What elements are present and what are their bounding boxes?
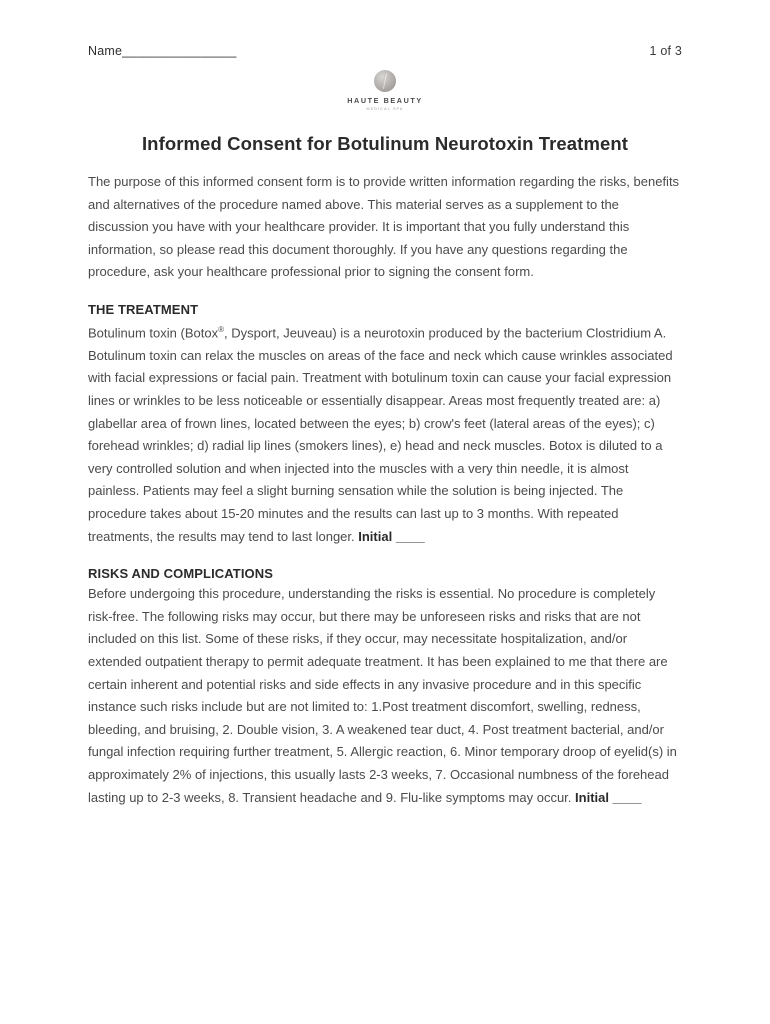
section-heading-treatment: THE TREATMENT <box>88 301 199 317</box>
section-body-treatment <box>88 319 682 548</box>
treatment-body-rest: , Dysport, Jeuveau) is a neurotoxin produced by the bacterium Clostridium A. Botulinum toxin can relax the muscles on areas of the face and neck which cause wrinkles associated with facial expressions or facial pain. Treatment with botulinum toxin can cause your facial expression lines or wrinkles to be less noticeable or essentially disappear. Areas most frequently treated are: a) glabellar area of frown lines, located between the eyes; b) crow's feet (lateral areas of the eyes); c) forehead wrinkles; d) radial lip lines (smokers lines), e) head and neck muscles. Botox is diluted to a very controlled solution and when injected into the muscles with a very thin needle, it is almost painless. Patients may feel a slight burning sensation while the solution is being injected. The procedure takes about 15-20 minutes and the results can last up to 3 months. With repeated treatments, the results may tend to last longer. <box>88 325 673 544</box>
section-heading-risks: RISKS AND COMPLICATIONS <box>88 566 274 582</box>
page-title: Informed Consent for Botulinum Neurotoxin Treatment <box>141 133 629 154</box>
section-body-risks <box>88 583 682 809</box>
logo-tagline: MEDICAL SPA <box>366 107 404 111</box>
logo-brand-name: HAUTE BEAUTY <box>347 96 423 105</box>
name-field-label: Name________________ <box>88 44 237 58</box>
risks-body-text: Before undergoing this procedure, understanding the risks is essential. No procedure is completely risk-free. The following risks may occur, but there may be unforeseen risks and risks that are not included on this list. Some of these risks, if they occur, may necessitate hospitalization, and/or extended outpatient therapy to permit adequate treatment. It has been explained to me that there are certain inherent and potential risks and side effects in any invasive procedure and in this specific instance such risks include but are not limited to: 1.Post treatment discomfort, swelling, redness, bleeding, and bruising, 2. Double vision, 3. A weakened tear duct, 4. Post treatment bacterial, and/or fungal infection requiring further treatment, 5. Allergic reaction, 6. Minor temporary droop of eyelid(s) in approximately 2% of injections, this usually lasts 2-3 weeks, 7. Occasional numbness of the forehead lasting up to 2-3 weeks, 8. Transient headache and 9. Flu-like symptoms may occur. <box>88 586 677 805</box>
intro-paragraph: The purpose of this informed consent form is to provide written information regarding the risks, benefits and alternatives of the procedure named above. This material serves as a supplement to the discussion you have with your healthcare provider. It is important that you fully understand this information, so please read this document thoroughly. If you have any questions regarding the procedure, ask your healthcare professional prior to signing the consent form. <box>88 174 680 280</box>
page-indicator: 1 of 3 <box>649 44 682 58</box>
page-header <box>88 44 682 58</box>
initial-line-risks[interactable]: Initial ____ <box>575 789 642 805</box>
section-the-treatment <box>88 302 682 548</box>
registered-trademark-icon: ® <box>218 324 224 334</box>
logo-emblem-icon <box>374 70 396 92</box>
initial-line-treatment[interactable]: Initial ____ <box>358 528 425 544</box>
brand-logo <box>88 70 682 111</box>
section-risks-complications <box>88 566 682 809</box>
treatment-body-lead: Botulinum toxin (Botox <box>88 325 219 341</box>
